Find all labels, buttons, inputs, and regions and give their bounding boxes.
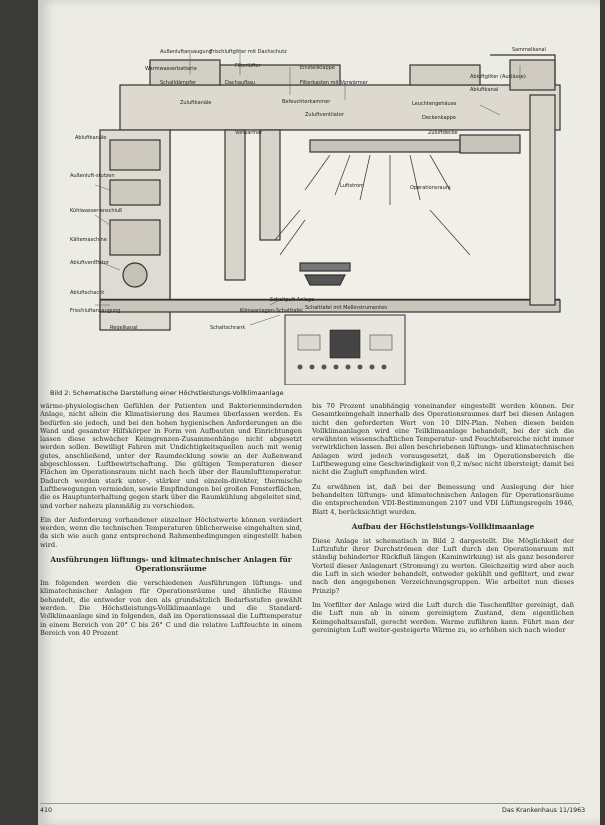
- diagram-label: Abluftkanal: [470, 87, 499, 93]
- diagram-label: Kühlwasser-anschluß: [70, 208, 123, 214]
- diagram-label: Zuluftdecke: [428, 130, 458, 136]
- page-number: 410: [40, 807, 53, 814]
- paragraph: Diese Anlage ist schematisch in Bild 2 dargestellt. Die Möglichkeit der Luftzufuhr ihrer Durchströmen der Luft durch den Operationsraum mit ständig behinderter Rückfluß längen (Kaminwirkung) ist als ganz besonderer Vorteil dieser Anlagenart (Stromung) zu werten. Gleichzeitig wird aber auch die Luft in sich wieder behandelt, entweder gekühlt und gefiltert, und zwar nach den angegebenen Verzeichnungsgruppen. Wie arbeitet nun dieses Prinzip?: [312, 536, 574, 595]
- diagram-label: Regelkanal: [110, 325, 138, 331]
- paragraph: Im folgenden werden die verschiedenen Ausführungen lüftungs- und klimatechnischer Anlagen für Operationsräume und ähnliche Räume behandelt, die entweder von den als grundsätzlich Bedarfsstufen gewählt werden. Die Höchstleistungs-Vollklimaanlage und die Standard-Vollklimaanlage sind in folgenden, daß im Operationssaal die Lufttemperatur in einem Bereich von 20° C bis 26° C und die relative Luftfeuchte in einem Bereich von 40 Prozent: [40, 579, 302, 637]
- diagram-label: Leuchtengehäuse: [412, 101, 457, 107]
- footer-rule: [40, 803, 580, 804]
- diagram-label: Schaltpult Anlage: [270, 297, 315, 303]
- diagram-label: Befeuchterkammer: [282, 99, 331, 105]
- diagram-label: Luftstrom: [340, 183, 364, 189]
- diagram-label: Klimaanlagen-Schalttafel: [240, 308, 303, 314]
- diagram-label: Abluftventilator: [70, 260, 109, 266]
- paragraph: wärme-physiologischen Gefühlen der Patienten und Bakterienmindernden Anlage, nicht allein die Klimatisierung des Raumes überlassen werden. Es bedürfen sie jedoch, und bei den hohen hygienischen Anforderungen an die Wand und gesamter Hilfskörper in Form von Aufbauten und Einrichtungen lassen diese schwächer Keimgrenzen-Zusammenhänge nicht abgesetzt werden sollen. Bewilligt Fahren mit Undichtigkeitsquellen auch mit wenig gutes, anschließend, unter der Raumdecklung sowie an der Außenwand abgeschlossen. Luftbewirtschaftung. Die gültigen Temperaturen dieser Flächen im Operationsraum nicht nach hoch über der Raumlufttemperatur. Dadurch werden stark unter-, stärker und einzeln-direkter, thermische Luftbewegungen vermieden, sowie Empfindungen bei großen Fensterflächen, die es Hauptunterhaltung gegen stark über die Raumkühlung abgeleitet sind, und vorher nahezu planmäßig zu verschieden.: [40, 402, 302, 510]
- diagram-label: Filterlüfter: [235, 63, 261, 69]
- diagram-label: Dachaufbau: [225, 80, 256, 86]
- diagram-label: Zuluftkanäle: [180, 100, 212, 106]
- diagram-label: Außenluftansaugung: [160, 49, 212, 55]
- diagram-label: Vorwärmer: [235, 130, 263, 136]
- diagram-label: Schalttafel mit Meßinstrumenten: [305, 305, 388, 311]
- diagram-label: Abluftkanäle: [75, 135, 107, 141]
- diagram-label: Frischluftansaugung: [70, 308, 121, 314]
- diagram-label: Warmwasserbatterie: [145, 66, 197, 72]
- control-panel: [285, 315, 405, 385]
- diagram-label: Abluftgitter (Auslässe): [470, 74, 526, 80]
- diagram-label: Deckenkappe: [422, 115, 456, 121]
- diagram-label: Abluftschacht: [70, 290, 105, 296]
- paragraph: Ein der Anforderung vorhandener einzelner Höchstwerte können verändert werden, wenn die technischen Temperaturen üblicherweise eingehalten sind, da sich wie auch ganz entsprechend Rahmenbedingungen eingestellt haben wird.: [40, 515, 302, 549]
- diagram-label: Kältemaschine: [70, 237, 107, 243]
- figure-caption: Bild 2: Schematische Darstellung einer Höchstleistungs-Vollklimaanlage: [50, 389, 284, 397]
- journal-name: Das Krankenhaus 11/1963: [502, 807, 586, 814]
- left-column: [40, 402, 302, 643]
- diagram-label: Filterkasten mit Vorwärmer: [300, 80, 368, 86]
- diagram-label: Außenluft-stutzen: [70, 173, 115, 179]
- paragraph: bis 70 Prozent unabhängig voneinander eingestellt werden können. Der Gesamtkeimgehalt innerhalb des Operationsraumes darf bei diesen Anlagen nicht den geforderten Wert von 10 DIN-Plan. Neben diesen beiden Vollklimaanlagen wird eine Teilklimaanlage behandelt, bei der sich die erwähnten wissenschaftlichen Temperatur- und Feuchtebereiche nicht immer verwirklichen lassen. Bei allen beschriebenen lüftungs- und klimatechnischen Anlagen wird jedoch vorausgesetzt, daß im Operationsbereich die Luftbewegung eine Geschwindigkeit von 0,2 m/sec nicht übersteigt; damit bei nicht die Zugluft empfunden wird.: [312, 402, 574, 477]
- diagram-label: Frischluftgitter mit Dachschutz: [210, 49, 287, 55]
- diagram-label: Operationsraum: [410, 185, 451, 191]
- figure: [50, 5, 584, 385]
- right-column: [312, 402, 574, 640]
- diagram-label: Zuluftventilator: [305, 112, 344, 118]
- diagram-label: Schalldämpfer: [160, 80, 197, 86]
- section-heading: Ausführungen lüftungs- und klimatechnischer Anlagen für Operationsräume: [50, 555, 292, 574]
- diagram-label: Sammelkanal: [512, 47, 546, 53]
- diagram-label: Einstellklappe: [300, 65, 335, 71]
- paragraph: Im Vorfilter der Anlage wird die Luft durch die Taschenfilter gereinigt, daß die Luft nun ab in einem gereinigtem Zustand, dem eigentlichen Keimgehaltsausfall, gerecht werden. Warme zuführen kann. Führt man der gereinigten Luft weiter-gesteigerte Wärme zu, so erhöhen sich nach wieder: [312, 600, 574, 634]
- diagram-label: Schaltschrank: [210, 325, 246, 331]
- paragraph: Zu erwähnen ist, daß bei der Bemessung und Auslegung der hier behandelten lüftungs- und klimatechnischen Anlagen für Operationsräume die entsprechenden VDI-Bestimmungen 2107 und VDI Lüftungsregeln 1946, Blatt 4, berücksichtigt wurden.: [312, 482, 574, 516]
- section-heading: Aufbau der Höchstleistungs-Vollklimaanlage: [351, 521, 535, 531]
